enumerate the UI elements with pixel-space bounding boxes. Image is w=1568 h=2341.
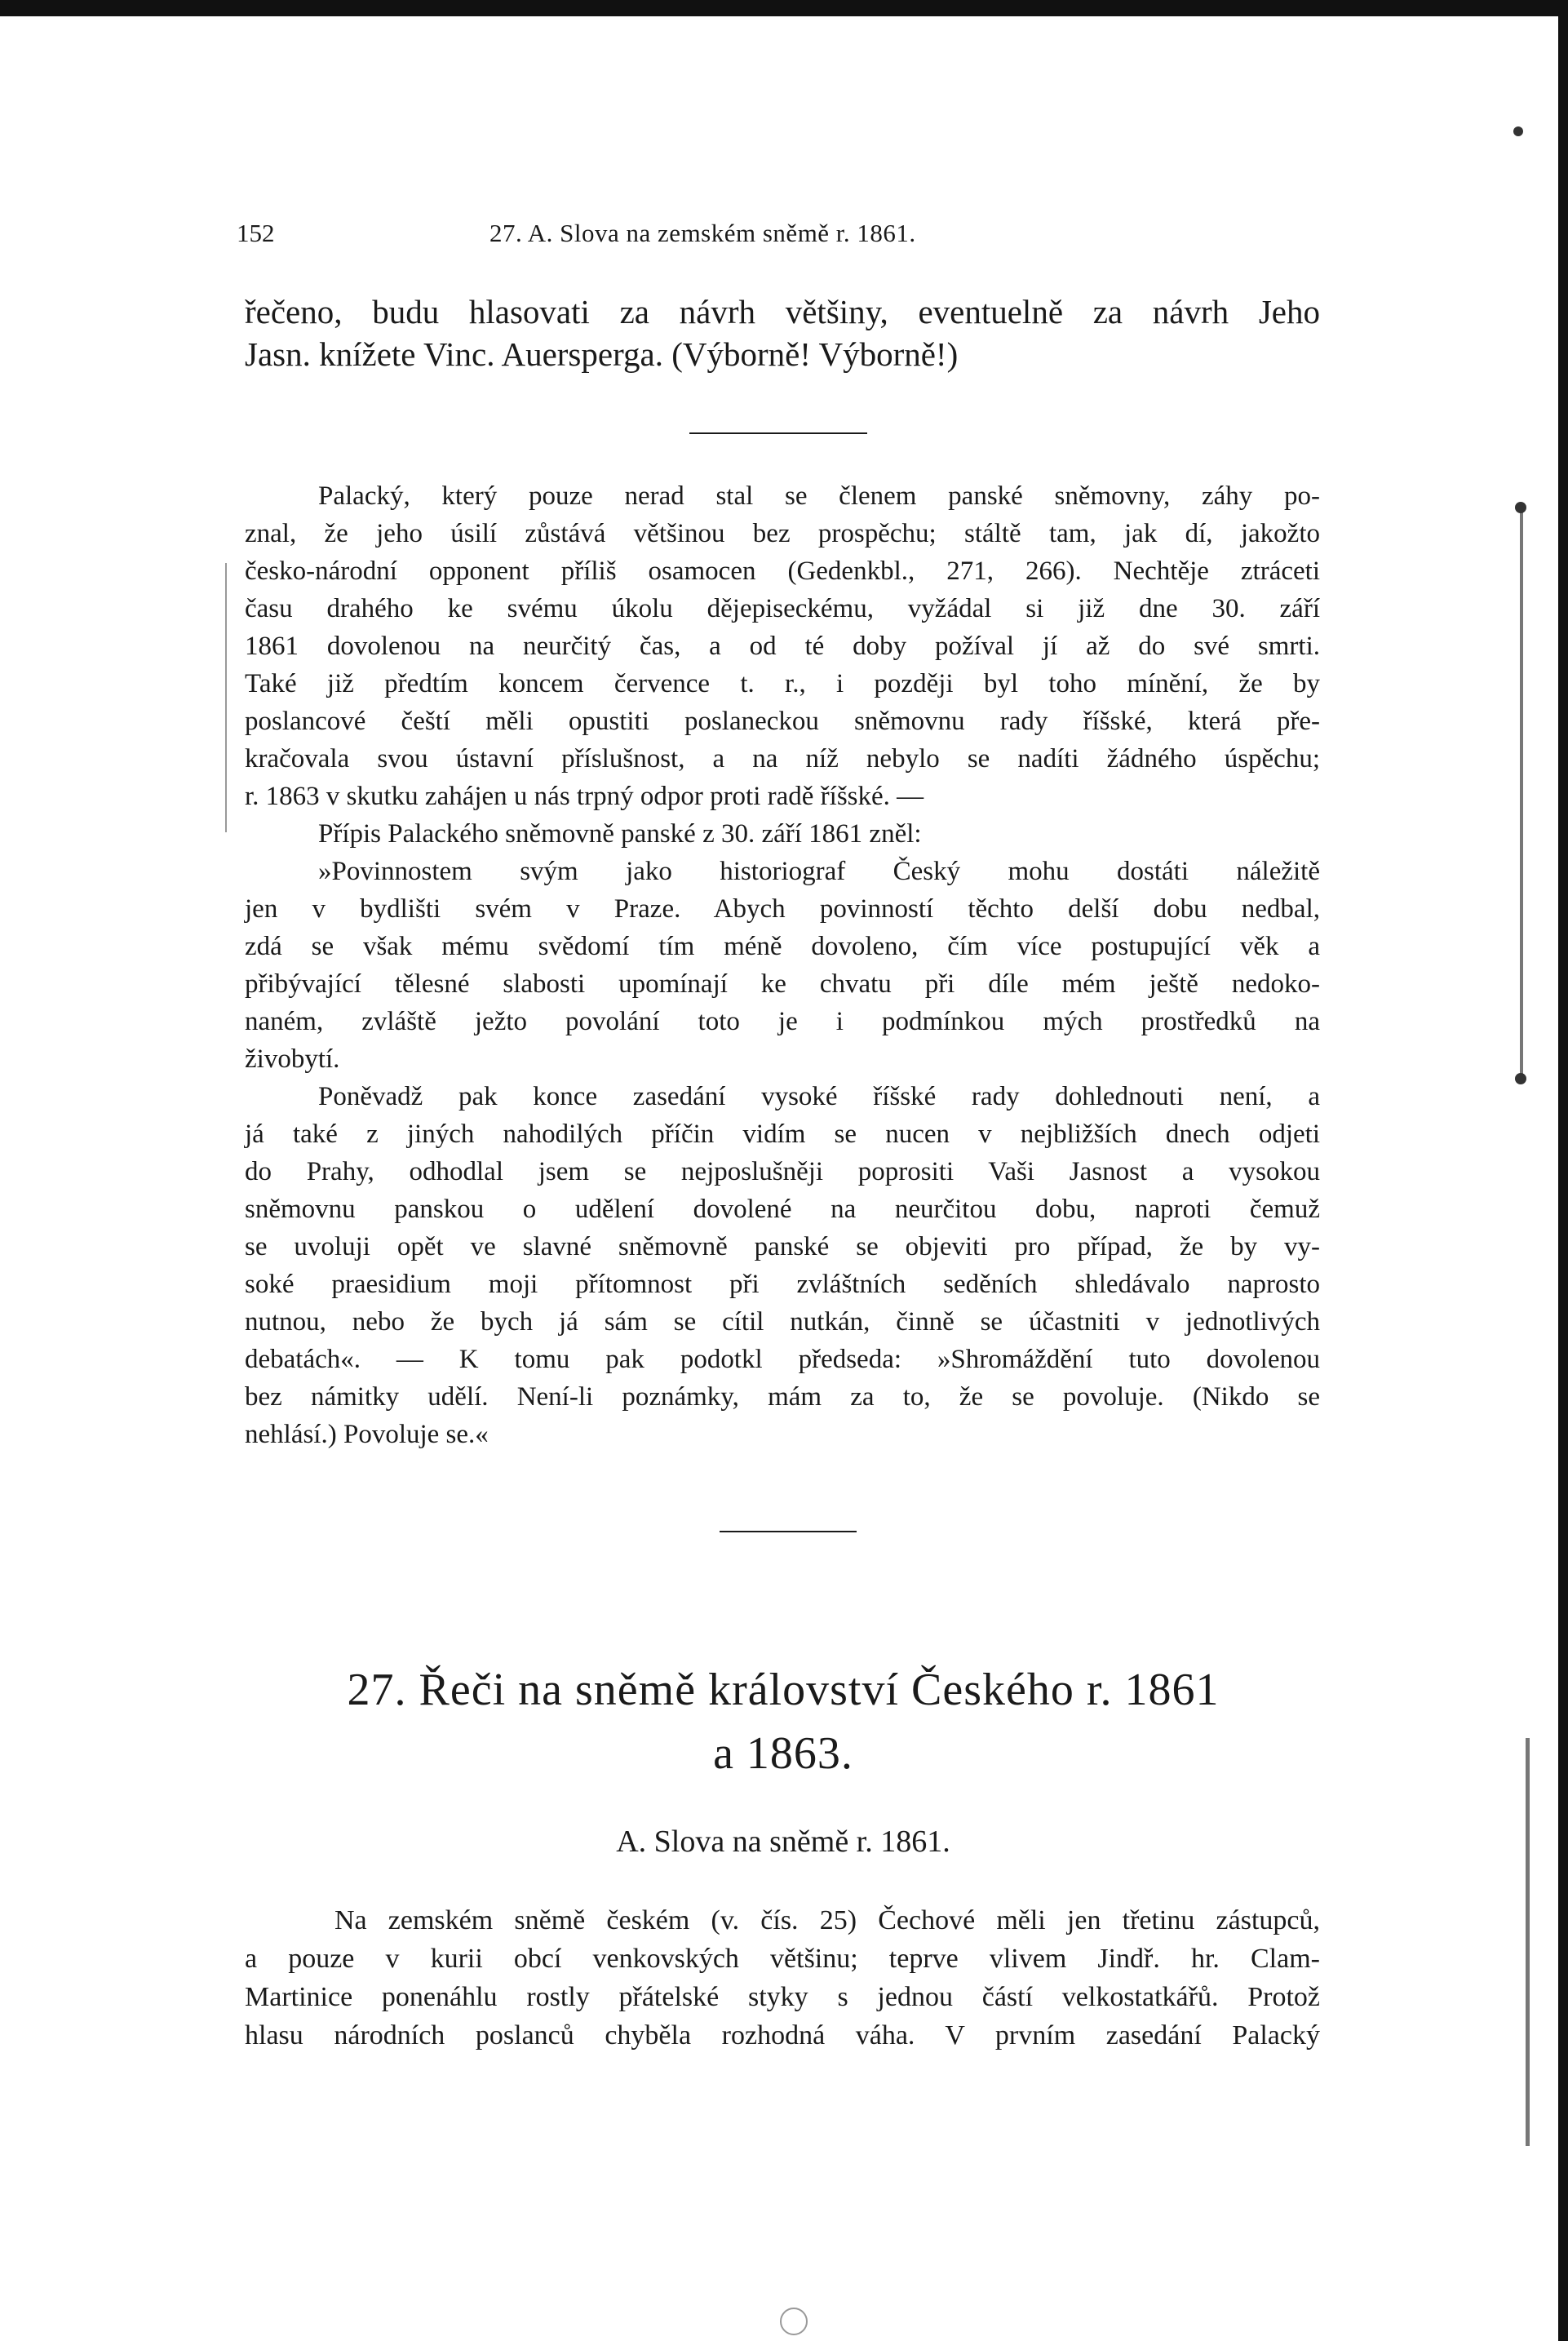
text-line: Palacký, který pouze nerad stal se členem panské sněmovny, záhy po- xyxy=(318,481,1320,511)
scan-speck xyxy=(1515,1073,1526,1084)
page-number: 152 xyxy=(237,219,275,247)
text-line: debatách«. — K tomu pak podotkl předseda: »Shromáždění tuto dovolenou xyxy=(245,1345,1320,1374)
text-line: živobytí. xyxy=(245,1044,340,1074)
section-divider xyxy=(720,1531,857,1532)
text-line: Také již předtím koncem července t. r., i později byl toho mínění, že by xyxy=(245,669,1320,698)
scan-speck xyxy=(1515,502,1526,513)
top-paragraph xyxy=(245,290,1320,375)
chapter-title-line-1: 27. Řeči na sněmě království Českého r. 1861 xyxy=(347,1665,1220,1715)
text-line: já také z jiných nahodilých příčin vidím se nucen v nejbližších dnech odjeti xyxy=(245,1120,1320,1149)
text-line: nutnou, nebo že bych já sám se cítil nutkán, činně se účastniti v jednotlivých xyxy=(245,1307,1320,1337)
text-line: »Povinnostem svým jako historiograf Český mohu dostáti náležitě xyxy=(318,857,1320,886)
text-line: soké praesidium moji přítomnost při zvláštních seděních shledávalo naprosto xyxy=(245,1270,1320,1299)
text-line: přibývající tělesné slabosti upomínají ke chvatu při díle mém ještě nedoko- xyxy=(245,969,1320,999)
running-head xyxy=(237,219,1322,251)
text-line: Na zemském sněmě českém (v. čís. 25) Čechové měli jen třetinu zástupců, xyxy=(334,1905,1320,1935)
text-line: Jasn. knížete Vinc. Auersperga. (Výborně! Výborně!) xyxy=(245,335,959,373)
text-line: hlasu národních poslanců chyběla rozhodná váha. V prvním zasedání Palacký xyxy=(245,2020,1320,2051)
text-line: poslancové čeští měli opustiti poslaneckou sněmovnu rady říšské, která pře- xyxy=(245,707,1320,736)
intro-paragraph xyxy=(245,1901,1320,2055)
note-paragraph-1 xyxy=(245,477,1320,815)
note-paragraph-3 xyxy=(245,853,1320,1078)
chapter-title xyxy=(245,1658,1322,1785)
scan-margin-line xyxy=(1526,1738,1530,2146)
text-line: jen v bydlišti svém v Praze. Abych povinností těchto delší dobu nedbal, xyxy=(245,894,1320,924)
scan-margin-line xyxy=(1520,506,1523,1077)
text-line: 1861 dovolenou na neurčitý čas, a od té doby požíval jí až do své smrti. xyxy=(245,632,1320,661)
text-line: česko-národní opponent příliš osamocen (Gedenkbl., 271, 266). Nechtěje ztráceti xyxy=(245,556,1320,586)
text-line: času drahého ke svému úkolu dějepiseckému, vyžádal si již dne 30. září xyxy=(245,594,1320,623)
text-line: naném, zvláště ježto povolání toto je i podmínkou mých prostředků na xyxy=(245,1007,1320,1036)
text-line: sněmovnu panskou o udělení dovolené na neurčitou dobu, naproti čemuž xyxy=(245,1195,1320,1224)
text-line: řečeno, budu hlasovati za návrh většiny, eventuelně za návrh Jeho xyxy=(245,293,1320,330)
text-line: do Prahy, odhodlal jsem se nejposlušněji poprositi Vaši Jasnost a vysokou xyxy=(245,1157,1320,1186)
text-line: znal, že jeho úsilí zůstává většinou bez prospěchu; stáltě tam, jak dí, jakožto xyxy=(245,519,1320,548)
text-line: Přípis Palackého sněmovně panské z 30. září 1861 zněl: xyxy=(318,819,922,849)
scan-circle-mark xyxy=(780,2308,808,2335)
text-line: a pouze v kurii obcí venkovských většinu; teprve vlivem Jindř. hr. Clam- xyxy=(245,1944,1320,1974)
section-subheading: A. Slova na sněmě r. 1861. xyxy=(616,1824,950,1859)
text-line: se uvoluji opět ve slavné sněmovně panské se objeviti pro případ, že by vy- xyxy=(245,1232,1320,1261)
chapter-title-line-2: a 1863. xyxy=(713,1728,853,1779)
text-line: kračovala svou ústavní příslušnost, a na níž nebylo se nadíti žádného úspěchu; xyxy=(245,744,1320,774)
text-line: Martinice ponenáhlu rostly přátelské styky s jednou částí velkostatkářů. Protož xyxy=(245,1982,1320,2012)
note-paragraph-4 xyxy=(245,1078,1320,1453)
scan-margin-line xyxy=(225,563,227,832)
text-line: Poněvadž pak konce zasedání vysoké říšské rady dohlednouti není, a xyxy=(318,1082,1320,1111)
section-divider xyxy=(689,432,867,434)
running-title: 27. A. Slova na zemském sněmě r. 1861. xyxy=(489,219,916,247)
text-line: bez námitky udělí. Není-li poznámky, mám za to, že se povoluje. (Nikdo se xyxy=(245,1382,1320,1412)
scan-speck xyxy=(1513,126,1523,136)
note-paragraph-2 xyxy=(245,815,1320,853)
text-line: zdá se však mému svědomí tím méně dovoleno, čím více postupující věk a xyxy=(245,932,1320,961)
text-line: nehlásí.) Povoluje se.« xyxy=(245,1420,489,1449)
text-line: r. 1863 v skutku zahájen u nás trpný odpor proti radě říšské. — xyxy=(245,782,924,811)
